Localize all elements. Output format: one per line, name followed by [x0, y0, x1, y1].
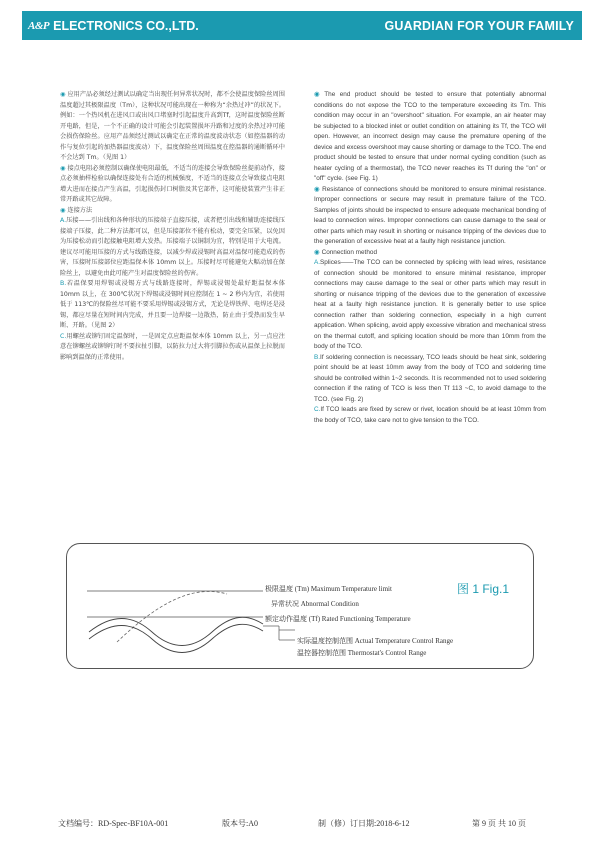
footer-page-number: 第 9 页 共 10 页 [472, 819, 526, 828]
bullet-icon: ◉ [314, 185, 321, 193]
label-abnormal: 异常状况 Abnormal Condition [271, 600, 359, 608]
company-brand [28, 19, 199, 33]
paragraph-rivet-en: C.If TCO leads are fixed by screw or rivet, location should be at least 10mm from the body of TCO, take care not to give tension to the TCO. [314, 406, 546, 424]
label-max-temp: 极限温度 (Tm) Maximum Temperature limit [265, 585, 392, 593]
thermostat-range-curve [89, 624, 263, 652]
company-name: ELECTRONICS CO.,LTD. [53, 18, 199, 33]
bullet-icon: ◉ [314, 91, 323, 98]
bullet-icon: ◉ [60, 206, 66, 214]
footer-doc-number: 文档编号：RD-Spec-BF10A-001 [58, 819, 169, 828]
label-actual-range: 实际温度控制范围 Actual Temperature Control Range [297, 637, 454, 645]
paragraph-solder-en: B.If soldering connection is necessary, TCO leads should be heat sink, soldering point should be at least 10mm away from the body of TCO and soldering time should be controlled within 1~2 seconds. It is recommended not to used soldering connection if the rating of TCO is less then Tf 113 ~C, to avoid damage to the TCO. (see Fig. 2) [314, 353, 546, 403]
bullet-icon: ◉ [314, 248, 320, 256]
page-header [22, 11, 582, 40]
paragraph-resistance-en: ◉ Resistance of connections should be monitored to ensure minimal resistance. Improper connections or secure may result in premature failure of the TCO. Samples of joints should be inspected to ensure adequate mechanical bonding of lead to connection wires. Improper connections can cause damage to the seal or other parts which may result in shorting or nuisance tripping of the devices due to the generation of excessive heat at a faulty high resistance junction. [314, 185, 546, 245]
paragraph-resistance-cn: ◉ 接点电阻必须控制以确保使电阻最低，不适当的连接会导致保险丝提前动作，接点必须抽样检验以确保连接处有合适的机械强度，不适当的连接点会导致接点电阻增大进而在接点产生高温，引起损伤封口树脂及其它部件，这可能使装置产生非正常开路或其它故障。 [60, 164, 285, 203]
company-logo: A&P [28, 19, 50, 32]
footer-date: 制（修）订日期:2018-6-12 [318, 819, 410, 828]
company-slogan: GUARDIAN FOR YOUR FAMILY [384, 18, 574, 33]
paragraph-splice-en: A.Splices——The TCO can be connected by splicing with lead wires, resistance of connection should be monitored to ensure minimal resistance, improper connections may cause damage to the seal or other parts which may result in shorting or nuisance tripping of the devices due to the generation of excessive heat at a faulty high resistance junction. It is generally better to use splice connection rather than soldering connection, especially in a high current application. When splicing, avoid apply excessive vibration and mechanical stress on the thermal cutoff, and splicing location should be more than 10mm from the body of the TCO. [314, 259, 546, 350]
heading-connection-cn: ◉ 连接方法 [60, 206, 93, 214]
heading-connection-en: ◉ Connection method [314, 248, 378, 256]
label-rated-temp: 额定动作温度 (Tf) Rated Functioning Temperature [265, 615, 411, 623]
english-column [314, 90, 546, 426]
bullet-icon: ◉ [60, 164, 66, 172]
bullet-icon: ◉ [60, 91, 66, 98]
paragraph-rivet-cn: C.用螺丝或铆钉固定温保时，一是固定点应距温保本体 10mm 以上，另一点应注意在铆螺丝或铆铆钉时不要拉扯引脚，以防拉力过大将引脚拉伤或从温保上拉脱而影响到温保的正常使用。 [60, 332, 285, 361]
footer-version: 版本号:A0 [222, 819, 258, 828]
chinese-column [60, 90, 285, 363]
figure-title: 图 1 Fig.1 [457, 582, 510, 596]
label-thermostat-range: 温控器控制范围 Thermostat's Control Range [297, 649, 427, 657]
paragraph-solder-cn: B.若温保要用焊锡或浸锡方式与线路连接时，焊锡或浸锡处最好距温保本体 10mm 以上，在 300℃状况下焊锡或浸锡时间应控制在 1 ~ 2 秒内为宜，若使用低于 113℃的保险丝尽可能不要采用焊锡或浸锡方式，无论是焊铁焊、电焊还是浸锡，都应尽量在短时间内完成，并且要一边焊接一边散热，防止由于受热而发生早断、开路。（见图 2） [60, 280, 285, 329]
paragraph-splice-cn: A.压接——引出线和各种形状的压接端子直接压接，或者把引出线和辅助连接线压接端子压接，此二种方法都可以，但是压接部位不能有松动，要完全压紧，以免因为压接松动而引起接触电阻增大发热。压接端子以铜制为宜，特别是用于大电流。建议尽可能用压接的方式与线路连接，以减少焊或浸锡时高温对温保可能造成的伤害，压接时压接部位应距温保本体 10mm 以上。压接时尽可能避免大幅动加在保险丝上，以避免由此可能产生对温度保险丝的伤害。 [60, 217, 285, 277]
paragraph-overshoot-cn: ◉ 应用产品必须经过测试以确定当出现任何异常状况时，都不会使温度保险丝周围温度超过其极限温度（Tm），这种状况可能出现在一种称为“余热过冲”的状况下。例如：一个热风机在进风口或出风口堵塞时引起温度升高到Tf，这时温度保险丝断开电路，但是，一个不正确的设计可能会引起装置损坏升路和过度的余热过冲可能会损伤保险丝。应用产品须经过测试以确定在正常的温度波动状态（如控温器的动作与复位引起的加热器温度波动）下，温度保险丝周围温度在控温器的通断循环中不会达到 Tm。（见图 1） [60, 91, 285, 161]
figure-1 [66, 543, 534, 669]
paragraph-overshoot-en: ◉ The end product should be tested to ensure that potentially abnormal conditions do not expose the TCO to the temperature exceeding its Tm. This condition may occur in an "overshoot" situation. For example, an air heater may be subjected to a blocked inlet or outlet condition on attaining its Tf, the TCO will open. However, an incorrect design may cause the premature opening of the device and excess overshoot may cause shorting or damage to the TCO. The end product should be tested to ensure that under normal cycling condition (such as heater cycling of a thermostat), the TCO never reaches its Tf during the "on" or "off" cycle. (see Fig. 1) [314, 91, 546, 182]
actual-range-curve [89, 617, 263, 645]
